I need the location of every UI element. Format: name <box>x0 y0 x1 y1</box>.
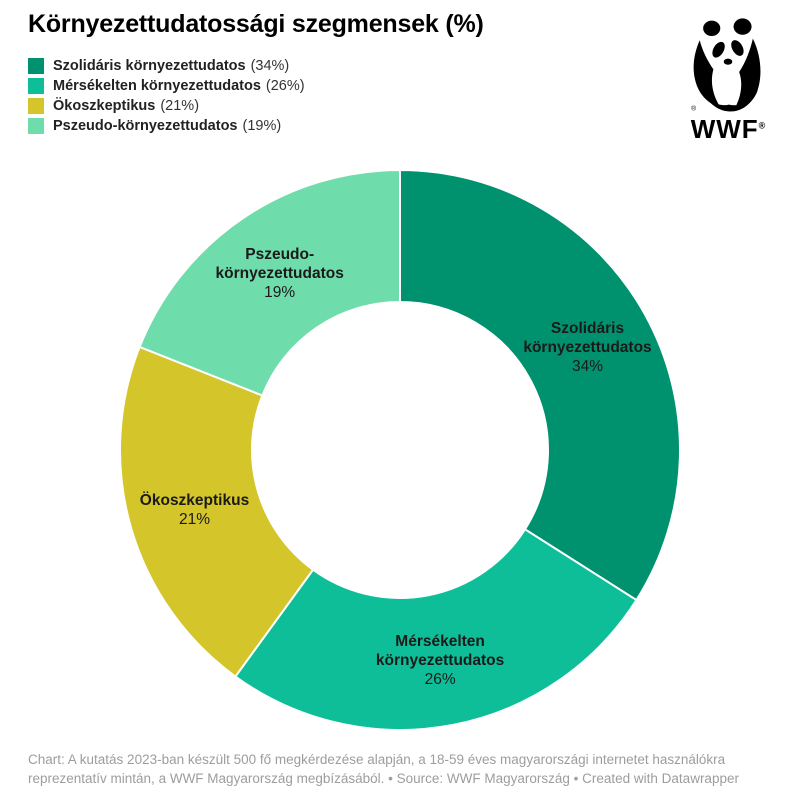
wwf-wordmark-text: WWF <box>690 114 759 144</box>
slice-label-mersekelten: Mérsékelten környezettudatos 26% <box>375 633 505 689</box>
slice-label-pszeudo: Pszeudo-környezettudatos 19% <box>215 246 344 301</box>
footer-notes: Chart: A kutatás 2023-ban készült 500 fő megkérdezése alapján, a 18-59 éves magyarországi internetet használókra <box>28 752 726 767</box>
donut-slice-pszeudo[interactable] <box>140 170 400 396</box>
registered-mark: ® <box>691 105 697 113</box>
slice-label-okoszkeptikus: Ökoszkeptikus 21% <box>139 492 250 529</box>
legend-value: (21%) <box>160 98 200 114</box>
legend-label: Ökoszkeptikus <box>53 98 156 114</box>
slice-label-szolidaris: Szolidáris környezettudatos 34% <box>523 319 652 375</box>
legend-value: (19%) <box>242 118 282 134</box>
legend-label: Mérsékelten környezettudatos <box>53 78 261 94</box>
legend-label: Szolidáris környezettudatos <box>53 58 246 74</box>
donut-slice-szolidaris[interactable] <box>400 170 680 600</box>
footer-source: reprezentatív mintán, a WWF Magyarország megbízásából. • Source: WWF Magyarország • Created with Datawrapper <box>28 771 739 786</box>
legend-value: (26%) <box>265 78 305 94</box>
legend-value: (34%) <box>250 58 290 74</box>
registered-mark: ® <box>758 120 766 131</box>
legend-label: Pszeudo-környezettudatos <box>53 118 238 134</box>
chart-footer <box>28 750 772 788</box>
chart-title: Környezettudatossági szegmensek (%) <box>28 10 484 38</box>
